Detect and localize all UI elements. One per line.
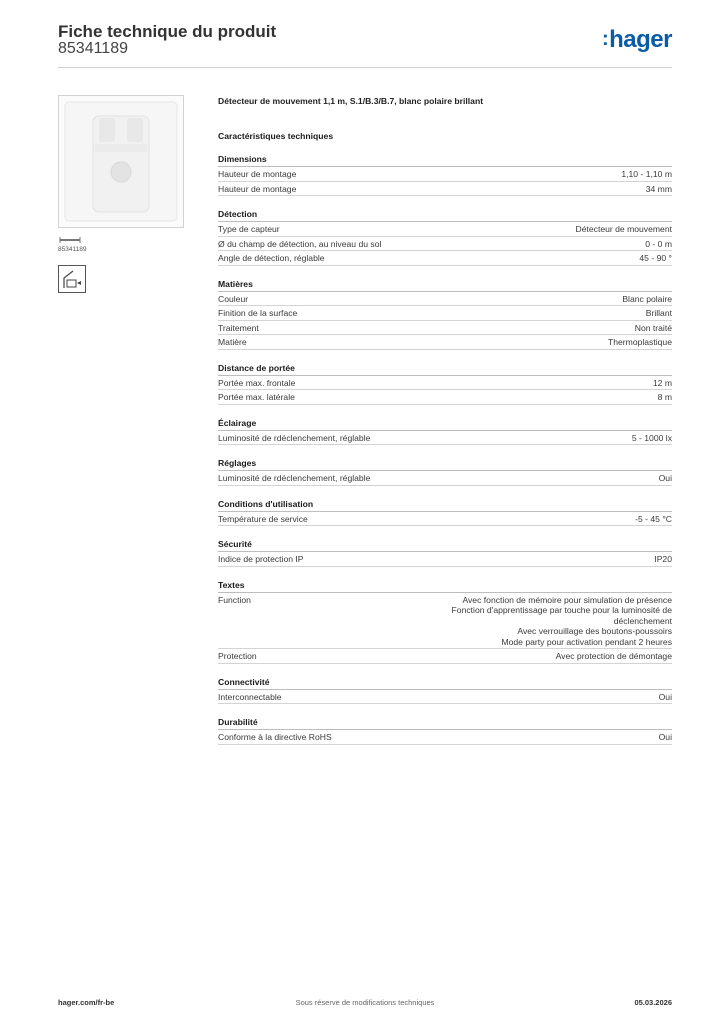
spec-key: Interconnectable [218, 691, 282, 702]
spec-value-line: 1,10 - 1,10 m [621, 169, 672, 179]
spec-key: Température de service [218, 513, 308, 524]
product-reference-small: 85341189 [58, 246, 87, 253]
scale-icon [58, 232, 184, 242]
spec-section [218, 153, 672, 196]
spec-row [218, 593, 672, 650]
spec-section-title: Durabilité [218, 716, 672, 730]
spec-value [659, 692, 672, 703]
spec-row [218, 237, 672, 252]
spec-value [608, 337, 672, 348]
spec-key: Angle de détection, réglable [218, 253, 325, 263]
spec-row [218, 552, 672, 567]
spec-section [218, 716, 672, 745]
spec-value-line: Fonction d'apprentissage par touche pour la luminosité de [451, 605, 672, 615]
spec-value [556, 651, 672, 662]
spec-value [659, 473, 672, 484]
document-reference: 85341189 [58, 40, 128, 57]
spec-value [635, 514, 672, 525]
spec-value-line: -5 - 45 °C [635, 513, 672, 524]
spec-row [218, 649, 672, 664]
spec-section [218, 498, 672, 527]
spec-section [218, 457, 672, 486]
spec-row [218, 512, 672, 527]
spec-key: Portée max. latérale [218, 392, 295, 402]
footer-website-link[interactable]: hager.com/fr-be [58, 998, 115, 1007]
spec-row [218, 471, 672, 486]
spec-value-line: Brillant [645, 308, 672, 318]
spec-row [218, 292, 672, 307]
spec-row [218, 690, 672, 705]
spec-value-line: Oui [658, 691, 672, 702]
spec-key: Conforme à la directive RoHS [218, 732, 332, 742]
page-header [58, 20, 672, 68]
spec-key: Finition de la surface [218, 308, 298, 318]
spec-value-line: Détecteur de mouvement [575, 224, 672, 234]
spec-row [218, 431, 672, 446]
spec-value [576, 224, 673, 235]
spec-key: Function [218, 594, 251, 605]
spec-value [645, 239, 672, 250]
spec-value [639, 253, 672, 264]
spec-row [218, 376, 672, 391]
spec-row [218, 182, 672, 197]
spec-row [218, 335, 672, 350]
spec-value [658, 392, 672, 403]
spec-value [632, 433, 672, 444]
product-visual-column [58, 95, 184, 293]
spec-value-line: Avec verrouillage des boutons-poussoirs [517, 626, 672, 636]
spec-section-title: Distance de portée [218, 362, 672, 376]
spec-row [218, 306, 672, 321]
spec-section-title: Connectivité [218, 676, 672, 690]
spec-value-line: Non traité [634, 322, 672, 333]
spec-value [621, 169, 672, 180]
spec-section-title: Détection [218, 208, 672, 222]
spec-section-title: Matières [218, 278, 672, 292]
spec-value-line: 12 m [652, 377, 672, 388]
product-name: Détecteur de mouvement 1,1 m, S.1/B.3/B.7, blanc polaire brillant [218, 96, 484, 106]
spec-row [218, 321, 672, 336]
spec-value [654, 554, 672, 565]
spec-value [646, 308, 672, 319]
spec-value-line: Oui [658, 732, 672, 742]
spec-section-title: Textes [218, 579, 672, 593]
spec-value [635, 323, 672, 334]
spec-value-line: IP20 [654, 554, 672, 564]
spec-row [218, 222, 672, 237]
spec-key: Protection [218, 651, 257, 661]
hager-logo[interactable]: :hager [601, 26, 672, 53]
spec-section-title: Conditions d'utilisation [218, 498, 672, 512]
spec-section [218, 538, 672, 567]
spec-key: Indice de protection IP [218, 554, 304, 564]
spec-value-line: 0 - 0 m [645, 238, 672, 249]
spec-value [622, 294, 672, 305]
spec-value [659, 732, 672, 743]
spec-row [218, 390, 672, 405]
spec-value-line: Blanc polaire [622, 293, 672, 304]
spec-key: Portée max. frontale [218, 377, 296, 388]
spec-key: Luminosité de rdéclenchement, réglable [218, 473, 371, 483]
tech-characteristics-title: Caractéristiques techniques [218, 131, 334, 141]
spec-section-title: Sécurité [218, 538, 672, 552]
spec-sections [218, 153, 672, 745]
spec-value-line: 8 m [657, 392, 672, 402]
spec-section-title: Éclairage [218, 417, 672, 431]
spec-value-line: 34 mm [645, 183, 672, 194]
footer-date: 05.03.2026 [634, 998, 672, 1007]
document-title: Fiche technique du produit [58, 22, 277, 41]
spec-section [218, 362, 672, 405]
spec-key: Ø du champ de détection, au niveau du sol [218, 238, 382, 249]
spec-value-line: Avec protection de démontage [555, 651, 672, 661]
spec-value [646, 184, 672, 195]
spec-section-title: Dimensions [218, 153, 672, 167]
spec-section [218, 676, 672, 705]
spec-value-line: Thermoplastique [607, 337, 672, 347]
spec-section [218, 278, 672, 350]
spec-key: Luminosité de rdéclenchement, réglable [218, 432, 371, 443]
product-image [58, 95, 184, 228]
spec-section-title: Réglages [218, 457, 672, 471]
logo-text: hager [609, 26, 672, 53]
spec-section [218, 579, 672, 664]
spec-value [452, 595, 672, 648]
spec-value-line: 5 - 1000 lx [631, 432, 672, 443]
spec-key: Hauteur de montage [218, 183, 297, 194]
spec-value [653, 378, 672, 389]
spec-value-line: Avec fonction de mémoire pour simulation de présence [462, 594, 672, 605]
spec-row [218, 167, 672, 182]
spec-row [218, 730, 672, 745]
spec-value-line: 45 - 90 ° [639, 253, 672, 263]
spec-row [218, 251, 672, 266]
spec-key: Hauteur de montage [218, 169, 297, 179]
technical-specifications [218, 96, 672, 745]
footer-disclaimer: Sous réserve de modifications techniques [295, 998, 435, 1007]
spec-key: Type de capteur [218, 224, 280, 234]
spec-key: Matière [218, 337, 247, 347]
spec-key: Couleur [218, 293, 249, 304]
spec-value-line: Mode party pour activation pendant 2 heures [501, 636, 672, 647]
flush-mount-pictogram-icon [58, 265, 86, 293]
spec-value-line: déclenchement [613, 615, 672, 626]
spec-value-line: Oui [658, 473, 672, 483]
spec-key: Traitement [218, 322, 259, 333]
spec-section [218, 417, 672, 446]
spec-section [218, 208, 672, 266]
